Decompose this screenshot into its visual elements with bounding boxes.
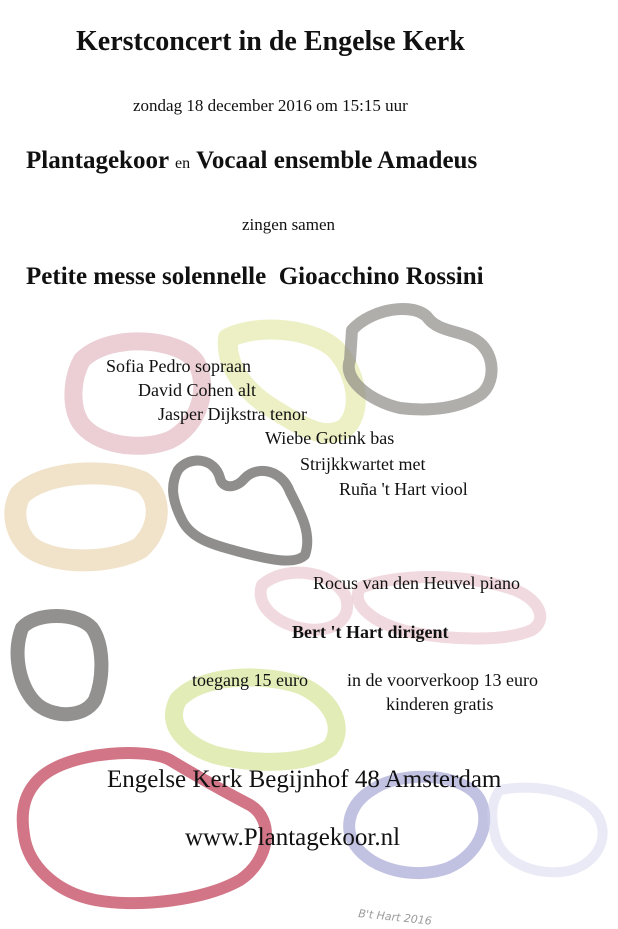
admission-presale-price: in de voorverkoop 13 euro	[347, 670, 538, 690]
artist-signature: B't Hart 2016	[357, 907, 433, 928]
grey-watercolor-shape-2	[18, 616, 102, 714]
grey-watercolor-shape	[349, 309, 492, 410]
choir-joiner: en	[175, 155, 191, 172]
dark-grey-watercolor-shape	[173, 461, 307, 561]
choir-plantagekoor: Plantagekoor	[26, 147, 170, 174]
performer-piano: Rocus van den Heuvel piano	[313, 573, 520, 593]
performer-alto: David Cohen alt	[138, 380, 256, 400]
performer-bass: Wiebe Gotink bas	[265, 428, 395, 448]
lilac-wash-shape	[492, 788, 602, 873]
date-line: zondag 18 december 2016 om 15:15 uur	[133, 96, 408, 115]
performer-violin: Ruña 't Hart viool	[339, 479, 468, 499]
choir-amadeus: Vocaal ensemble Amadeus	[196, 147, 478, 174]
choirs-line	[26, 148, 477, 173]
admission-door-price: toegang 15 euro	[192, 670, 308, 690]
conductor: Bert 't Hart dirigent	[292, 622, 449, 642]
page-title: Kerstconcert in de Engelse Kerk	[76, 26, 465, 57]
performer-tenor: Jasper Dijkstra tenor	[158, 404, 307, 424]
performer-string-quartet: Strijkkwartet met	[300, 454, 426, 474]
work-title: Petite messe solennelle Gioacchino Rossini	[26, 263, 484, 290]
admission-children: kinderen gratis	[386, 694, 494, 714]
website[interactable]: www.Plantagekoor.nl	[185, 824, 401, 851]
peach-watercolor-shape	[15, 473, 156, 560]
performer-soprano: Sofia Pedro sopraan	[106, 356, 251, 376]
together-line: zingen samen	[242, 215, 335, 234]
yellow-green-watercolor-shape-2	[174, 677, 337, 761]
venue-address: Engelse Kerk Begijnhof 48 Amsterdam	[107, 766, 502, 793]
